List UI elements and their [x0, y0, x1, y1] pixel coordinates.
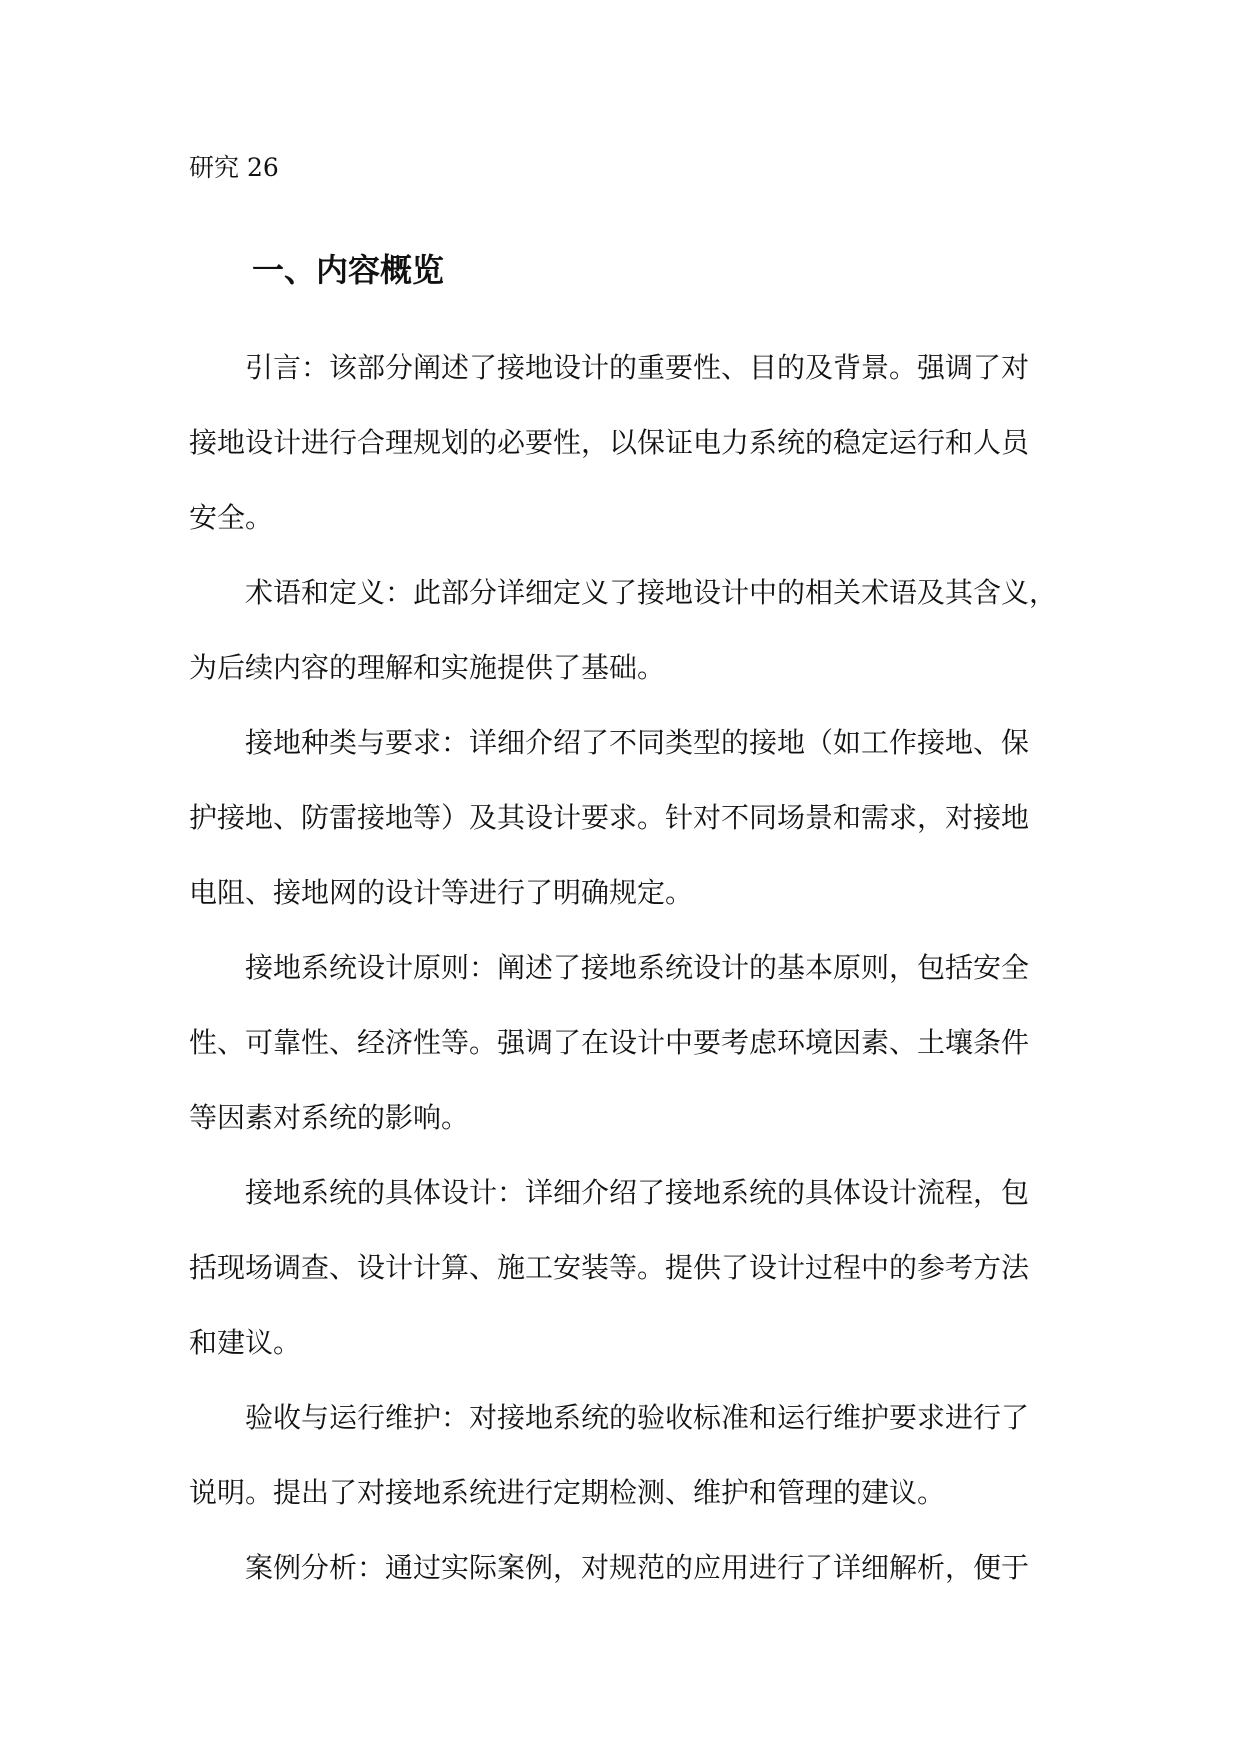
paragraph-line: 和建议。: [189, 1326, 302, 1359]
paragraph-line: 括现场调查、设计计算、施工安装等。提供了设计过程中的参考方法: [189, 1251, 1030, 1284]
paragraph-line: 术语和定义：此部分详细定义了接地设计中的相关术语及其含义，: [245, 576, 1058, 609]
paragraph-line: 引言：该部分阐述了接地设计的重要性、目的及背景。强调了对: [245, 351, 1030, 384]
paragraph-case-analysis: [189, 1530, 1069, 1605]
paragraph-line: 说明。提出了对接地系统进行定期检测、维护和管理的建议。: [189, 1476, 946, 1509]
paragraph-introduction: [189, 330, 1069, 555]
paragraph-line: 等因素对系统的影响。: [189, 1101, 470, 1134]
paragraph-line: 性、可靠性、经济性等。强调了在设计中要考虑环境因素、土壤条件: [189, 1026, 1030, 1059]
paragraph-line: 接地系统设计原则：阐述了接地系统设计的基本原则，包括安全: [245, 951, 1030, 984]
section-title: 一、内容概览: [252, 251, 445, 289]
paragraph-line: 电阻、接地网的设计等进行了明确规定。: [189, 876, 694, 909]
paragraph-line: 接地种类与要求：详细介绍了不同类型的接地（如工作接地、保: [245, 726, 1030, 759]
running-header: 研究 26: [189, 153, 279, 182]
paragraph-acceptance-maintenance: [189, 1380, 1069, 1530]
paragraph-terms: [189, 555, 1069, 705]
paragraph-line: 护接地、防雷接地等）及其设计要求。针对不同场景和需求，对接地: [189, 801, 1030, 834]
paragraph-line: 为后续内容的理解和实施提供了基础。: [189, 651, 666, 684]
paragraph-line: 接地系统的具体设计：详细介绍了接地系统的具体设计流程，包: [245, 1176, 1030, 1209]
paragraph-line: 验收与运行维护：对接地系统的验收标准和运行维护要求进行了: [245, 1401, 1030, 1434]
paragraph-design-principles: [189, 930, 1069, 1155]
paragraph-line: 案例分析：通过实际案例，对规范的应用进行了详细解析，便于: [245, 1551, 1030, 1584]
paragraph-grounding-types: [189, 705, 1069, 930]
paragraph-line: 接地设计进行合理规划的必要性，以保证电力系统的稳定运行和人员: [189, 426, 1030, 459]
paragraph-line: 安全。: [189, 501, 274, 534]
paragraph-specific-design: [189, 1155, 1069, 1380]
document-body: [189, 330, 1069, 1605]
